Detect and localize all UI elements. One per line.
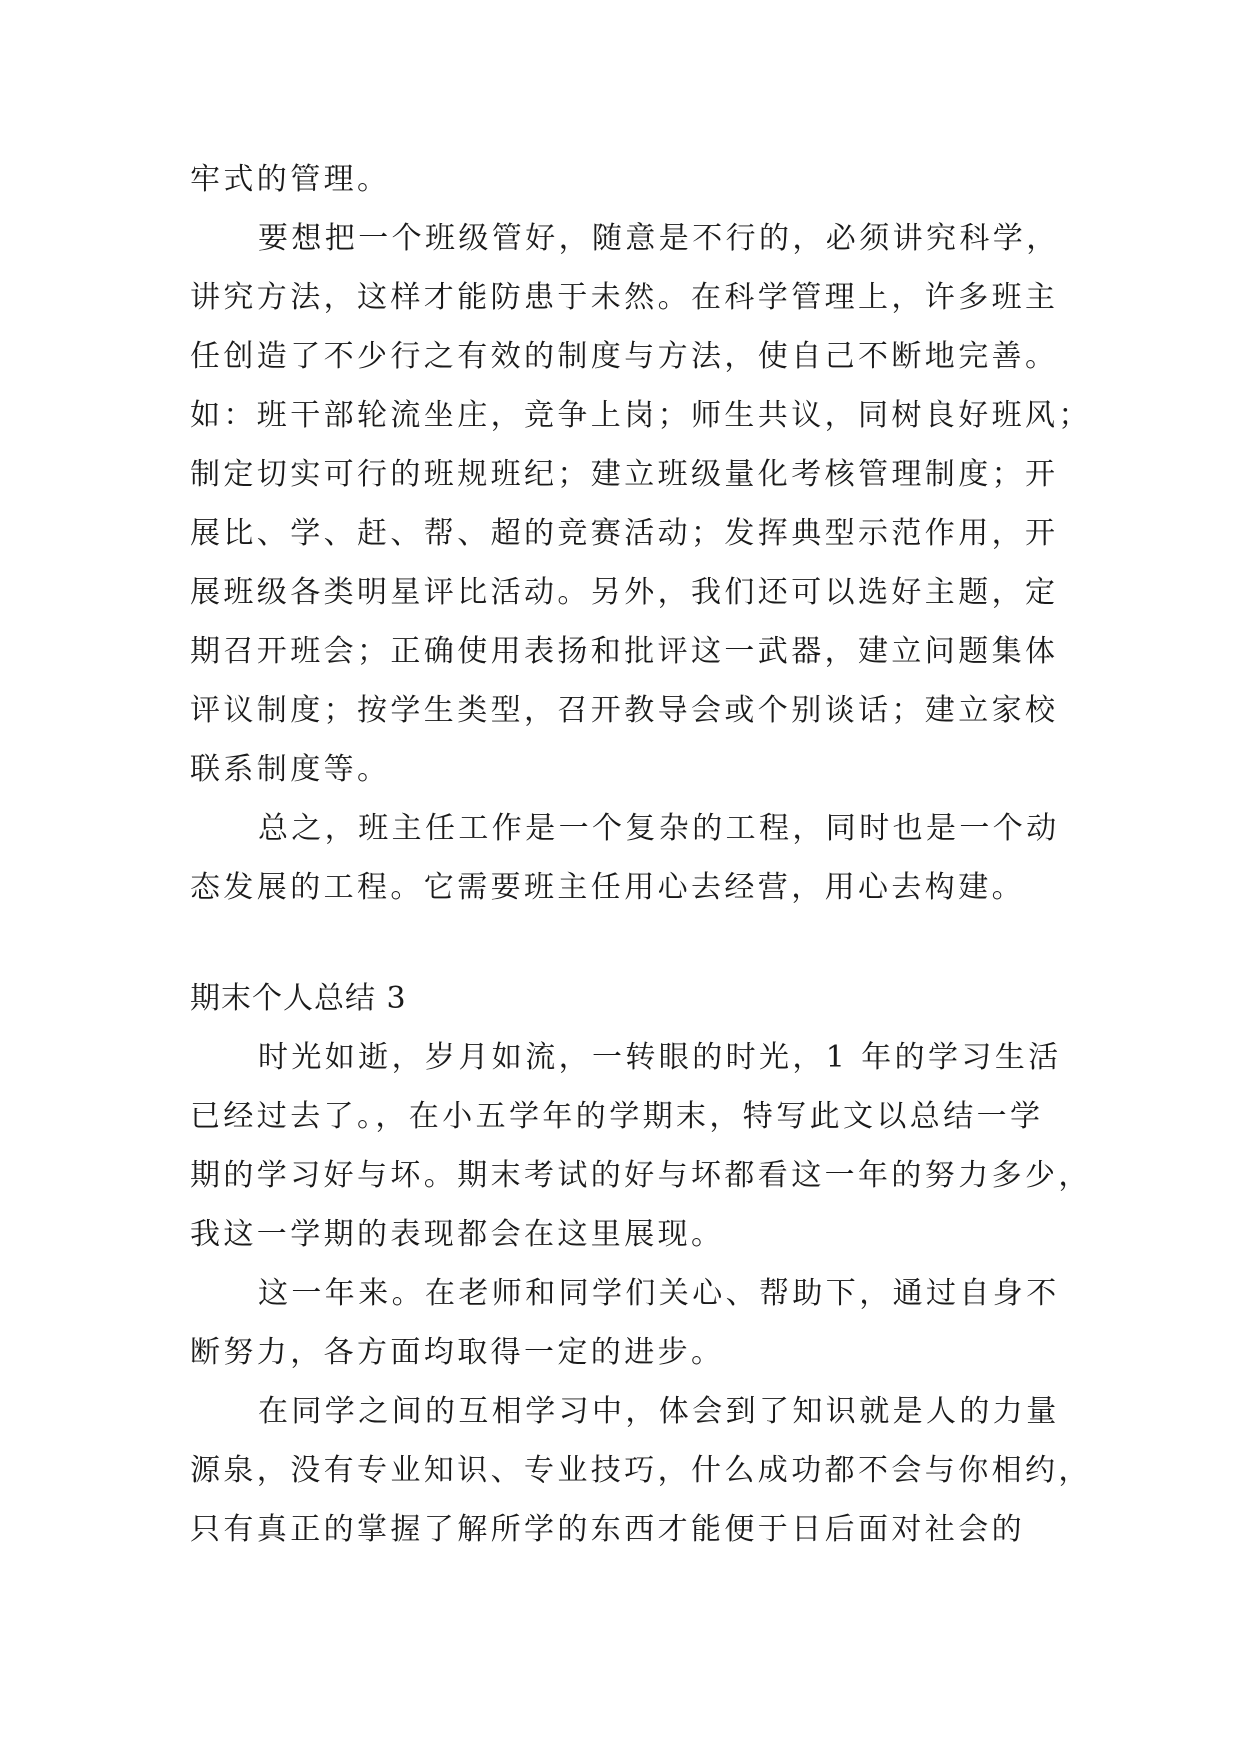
paragraph-start-line: 这一年来。在老师和同学们关心、帮助下，通过自身不	[258, 1276, 1060, 1311]
paragraph-start-line: 要想把一个班级管好，随意是不行的，必须讲究科学，	[258, 221, 1060, 256]
text-line: 联系制度等。	[190, 752, 391, 787]
text-line: 已经过去了。，在小五学年的学期末，特写此文以总结一学	[190, 1099, 1044, 1134]
text-line: 牢式的管理。	[190, 162, 391, 197]
text-line: 讲究方法，这样才能防患于未然。在科学管理上，许多班主	[190, 280, 1059, 315]
text-line: 如：班干部轮流坐庄，竞争上岗；师生共议，同树良好班风；	[190, 398, 1092, 433]
text-line: 我这一学期的表现都会在这里展现。	[190, 1217, 725, 1252]
document-body	[190, 150, 1092, 1559]
paragraph-start-line: 在同学之间的互相学习中，体会到了知识就是人的力量	[258, 1394, 1060, 1429]
text-line: 期的学习好与坏。期末考试的好与坏都看这一年的努力多少，	[190, 1158, 1092, 1193]
text-line: 只有真正的掌握了解所学的东西才能便于日后面对社会的	[190, 1512, 1025, 1547]
text-line: 展比、学、赶、帮、超的竞赛活动；发挥典型示范作用，开	[190, 516, 1059, 551]
paragraph-start-line: 时光如逝，岁月如流，一转眼的时光，1 年的学习生活	[258, 1040, 1062, 1075]
text-line: 态发展的工程。它需要班主任用心去经营，用心去构建。	[190, 870, 1025, 905]
text-line: 期召开班会；正确使用表扬和批评这一武器，建立问题集体	[190, 634, 1059, 669]
text-line: 评议制度；按学生类型，召开教导会或个别谈话；建立家校	[190, 693, 1059, 728]
section-title: 期末个人总结 3	[190, 981, 407, 1016]
text-line: 断努力，各方面均取得一定的进步。	[190, 1335, 725, 1370]
paragraph-start-line: 总之，班主任工作是一个复杂的工程，同时也是一个动	[258, 811, 1060, 846]
text-line: 源泉，没有专业知识、专业技巧，什么成功都不会与你相约，	[190, 1453, 1092, 1488]
text-line: 制定切实可行的班规班纪；建立班级量化考核管理制度；开	[190, 457, 1059, 492]
text-line: 展班级各类明星评比活动。另外，我们还可以选好主题，定	[190, 575, 1059, 610]
text-line: 任创造了不少行之有效的制度与方法，使自己不断地完善。	[190, 339, 1059, 374]
